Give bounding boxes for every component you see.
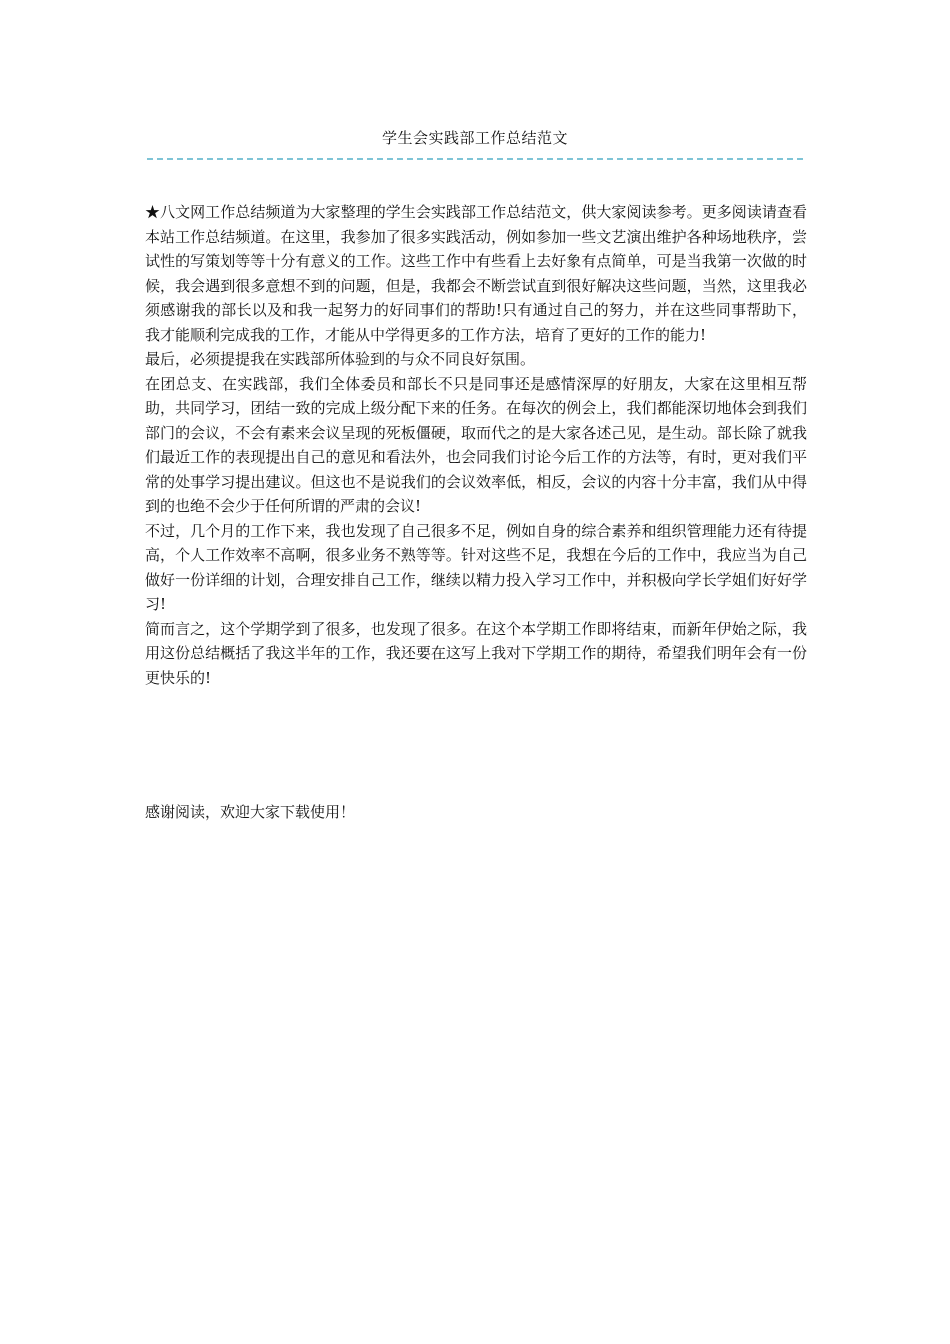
document-body xyxy=(145,200,807,690)
paragraph-shortcomings: 不过，几个月的工作下来，我也发现了自己很多不足，例如自身的综合素养和组织管理能力还有待提高，个人工作效率不高啊，很多业务不熟等等。针对这些不足，我想在今后的工作中，我应当为自己做好一份详细的计划，合理安排自己工作，继续以精力投入学习工作中，并积极向学长学姐们好好学习! xyxy=(145,521,807,613)
paragraph-conclusion: 简而言之，这个学期学到了很多，也发现了很多。在这个本学期工作即将结束，而新年伊始之际，我用这份总结概括了我这半年的工作，我还要在这写上我对下学期工作的期待，希望我们明年会有一份更快乐的! xyxy=(145,619,807,687)
title-divider xyxy=(147,158,803,160)
document-title: 学生会实践部工作总结范文 xyxy=(381,129,568,147)
closing-note: 感谢阅读，欢迎大家下载使用！ xyxy=(145,803,356,821)
paragraph-atmosphere: 最后，必须提提我在实践部所体验到的与众不同良好氛围。 xyxy=(145,350,536,368)
paragraph-team: 在团总支、在实践部，我们全体委员和部长不只是同事还是感情深厚的好朋友，大家在这里相互帮助，共同学习，团结一致的完成上级分配下来的任务。在每次的例会上，我们都能深切地体会到我们部门的会议，不会有素来会议呈现的死板僵硬，取而代之的是大家各述己见，是生动。部长除了就我们最近工作的表现提出自己的意见和看法外，也会同我们讨论今后工作的方法等，有时，更对我们平常的处事学习提出建议。但这也不是说我们的会议效率低，相反，会议的内容十分丰富，我们从中得到的也绝不会少于任何所谓的严肃的会议! xyxy=(145,374,807,515)
paragraph-intro: ★八文网工作总结频道为大家整理的学生会实践部工作总结范文，供大家阅读参考。更多阅读请查看本站工作总结频道。在这里，我参加了很多实践活动，例如参加一些文艺演出维护各种场地秩序，尝试性的写策划等等十分有意义的工作。这些工作中有些看上去好象有点简单，可是当我第一次做的时候，我会遇到很多意想不到的问题，但是，我都会不断尝试直到很好解决这些问题，当然，这里我必须感谢我的部长以及和我一起努力的好同事们的帮助!只有通过自己的努力，并在这些同事帮助下，我才能顺利完成我的工作，才能从中学得更多的工作方法，培育了更好的工作的能力! xyxy=(145,203,807,344)
